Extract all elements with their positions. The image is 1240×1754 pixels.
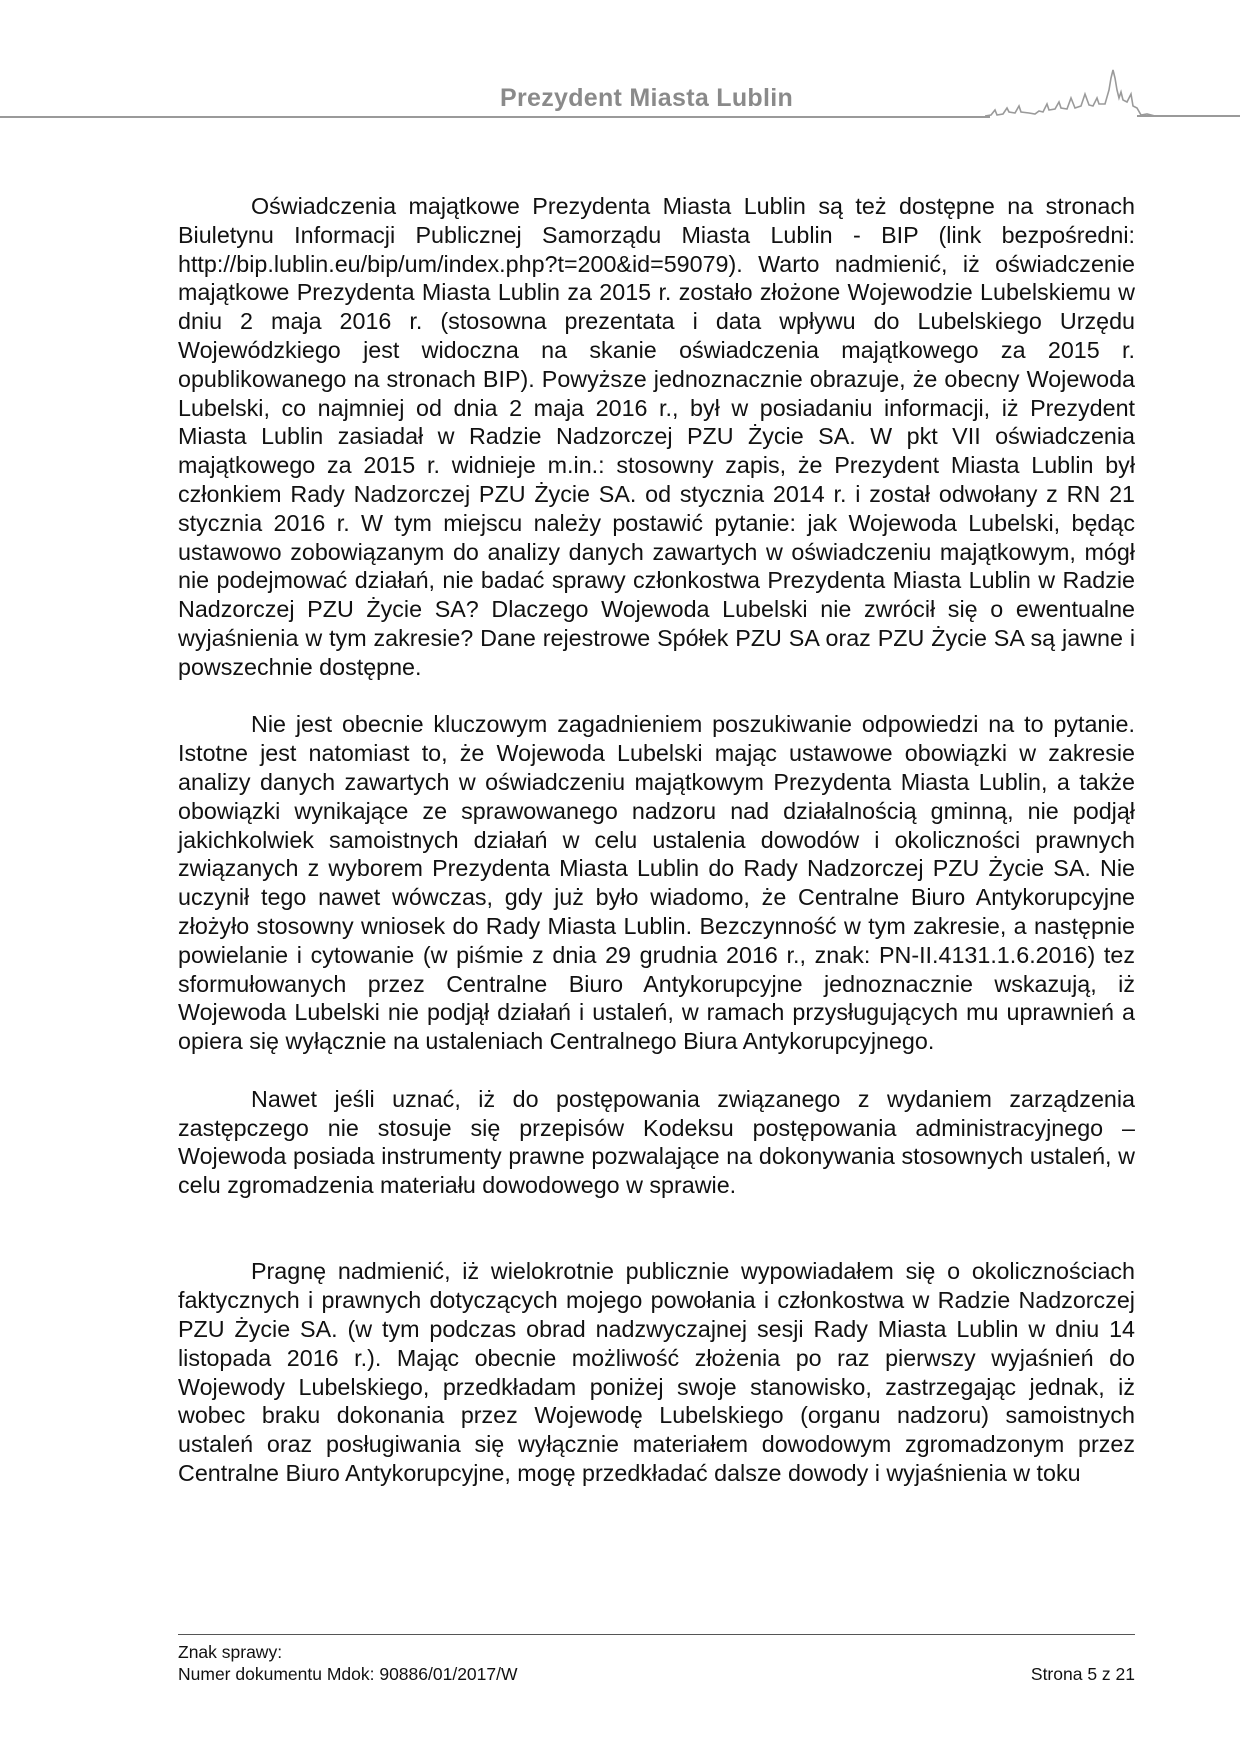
header-rule	[0, 116, 990, 118]
paragraph-2: Nie jest obecnie kluczowym zagadnieniem poszukiwanie odpowiedzi na to pytanie. Istotne jest natomiast to, że Wojewoda Lubelski mając ustawowe obowiązki w zakresie analizy danych zawartych w oświadczeniu majątkowym Prezydenta Miasta Lublin, a także obowiązki wynikające ze sprawowanego nadzoru nad działalnością gminną, nie podjął jakichkolwiek samoistnych działań w celu ustalenia dowodów i okoliczności prawnych związanych z wyborem Prezydenta Miasta Lublin do Rady Nadzorczej PZU Życie SA. Nie uczynił tego nawet wówczas, gdy już było wiadomo, że Centralne Biuro Antykorupcyjne złożyło stosowny wniosek do Rady Miasta Lublin. Bezczynność w tym zakresie, a następnie powielanie i cytowanie (w piśmie z dnia 29 grudnia 2016 r., znak: PN-II.4131.1.6.2016) tez sformułowanych przez Centralne Biuro Antykorupcyjne jednoznacznie wskazują, iż Wojewoda Lubelski nie podjął działań i ustaleń, w ramach przysługujących mu uprawnień a opiera się wyłącznie na ustaleniach Centralnego Biura Antykorupcyjnego.	[178, 711, 1135, 1055]
paragraph-1: Oświadczenia majątkowe Prezydenta Miasta Lublin są też dostępne na stronach Biuletynu Informacji Publicznej Samorządu Miasta Lublin - BIP (link bezpośredni: http://bip.lublin.eu/bip/um/index.php?t=200&id=59079). Warto nadmienić, iż oświadczenie majątkowe Prezydenta Miasta Lublin za 2015 r. zostało złożone Wojewodzie Lubelskiemu w dniu 2 maja 2016 r. (stosowna prezentata i data wpływu do Lubelskiego Urzędu Wojewódzkiego jest widoczna na skanie oświadczenia majątkowego za 2015 r. opublikowanego na stronach BIP). Powyższe jednoznacznie obrazuje, że obecny Wojewoda Lubelski, co najmniej od dnia 2 maja 2016 r., był w posiadaniu informacji, iż Prezydent Miasta Lublin zasiadał w Radzie Nadzorczej PZU Życie SA. W pkt VII oświadczenia majątkowego za 2015 r. widnieje m.in.: stosowny zapis, że Prezydent Miasta Lublin był członkiem Rady Nadzorczej PZU Życie SA. od stycznia 2014 r. i został odwołany z RN 21 stycznia 2016 r. W tym miejscu należy postawić pytanie: jak Wojewoda Lubelski, będąc ustawowo zobowiązanym do analizy danych zawartych w oświadczeniu majątkowym, mógł nie podejmować działań, nie badać sprawy członkostwa Prezydenta Miasta Lublin w Radzie Nadzorczej PZU Życie SA? Dlaczego Wojewoda Lubelski nie zwrócił się o ewentualne wyjaśnienia w tym zakresie? Dane rejestrowe Spółek PZU SA oraz PZU Życie SA są jawne i powszechnie dostępne.	[178, 193, 1135, 680]
header-title: Prezydent Miasta Lublin	[500, 84, 794, 112]
document-body	[178, 192, 1135, 1517]
page-number: Strona 5 z 21	[1030, 1664, 1135, 1684]
footer-rule	[178, 1634, 1135, 1635]
page-header	[0, 0, 1240, 130]
document-number: Numer dokumentu Mdok: 90886/01/2017/W	[178, 1664, 518, 1684]
paragraph-3: Nawet jeśli uznać, iż do postępowania związanego z wydaniem zarządzenia zastępczego nie stosuje się przepisów Kodeksu postępowania administracyjnego – Wojewoda posiada instrumenty prawne pozwalające na dokonywania stosownych ustaleń, w celu zgromadzenia materiału dowodowego w sprawie.	[178, 1085, 1135, 1199]
paragraph-4: Pragnę nadmienić, iż wielokrotnie publicznie wypowiadałem się o okolicznościach faktycznych i prawnych dotyczących mojego powołania i członkostwa w Radzie Nadzorczej PZU Życie SA. (w tym podczas obrad nadzwyczajnej sesji Rady Miasta Lublin w dniu 14 listopada 2016 r.). Mając obecnie możliwość złożenia po raz pierwszy wyjaśnień do Wojewody Lubelskiego, przedkładam poniżej swoje stanowisko, zastrzegając jednak, iż wobec braku dokonania przez Wojewodę Lubelskiego (organu nadzoru) samoistnych ustaleń oraz posługiwania się wyłącznie materiałem dowodowym zgromadzonym przez Centralne Biuro Antykorupcyjne, mogę przedkładać dalsze dowody i wyjaśnienia w toku	[178, 1258, 1135, 1487]
lublin-skyline-icon	[985, 68, 1240, 122]
page-footer	[178, 1641, 1135, 1685]
case-number-label: Znak sprawy:	[178, 1642, 283, 1662]
